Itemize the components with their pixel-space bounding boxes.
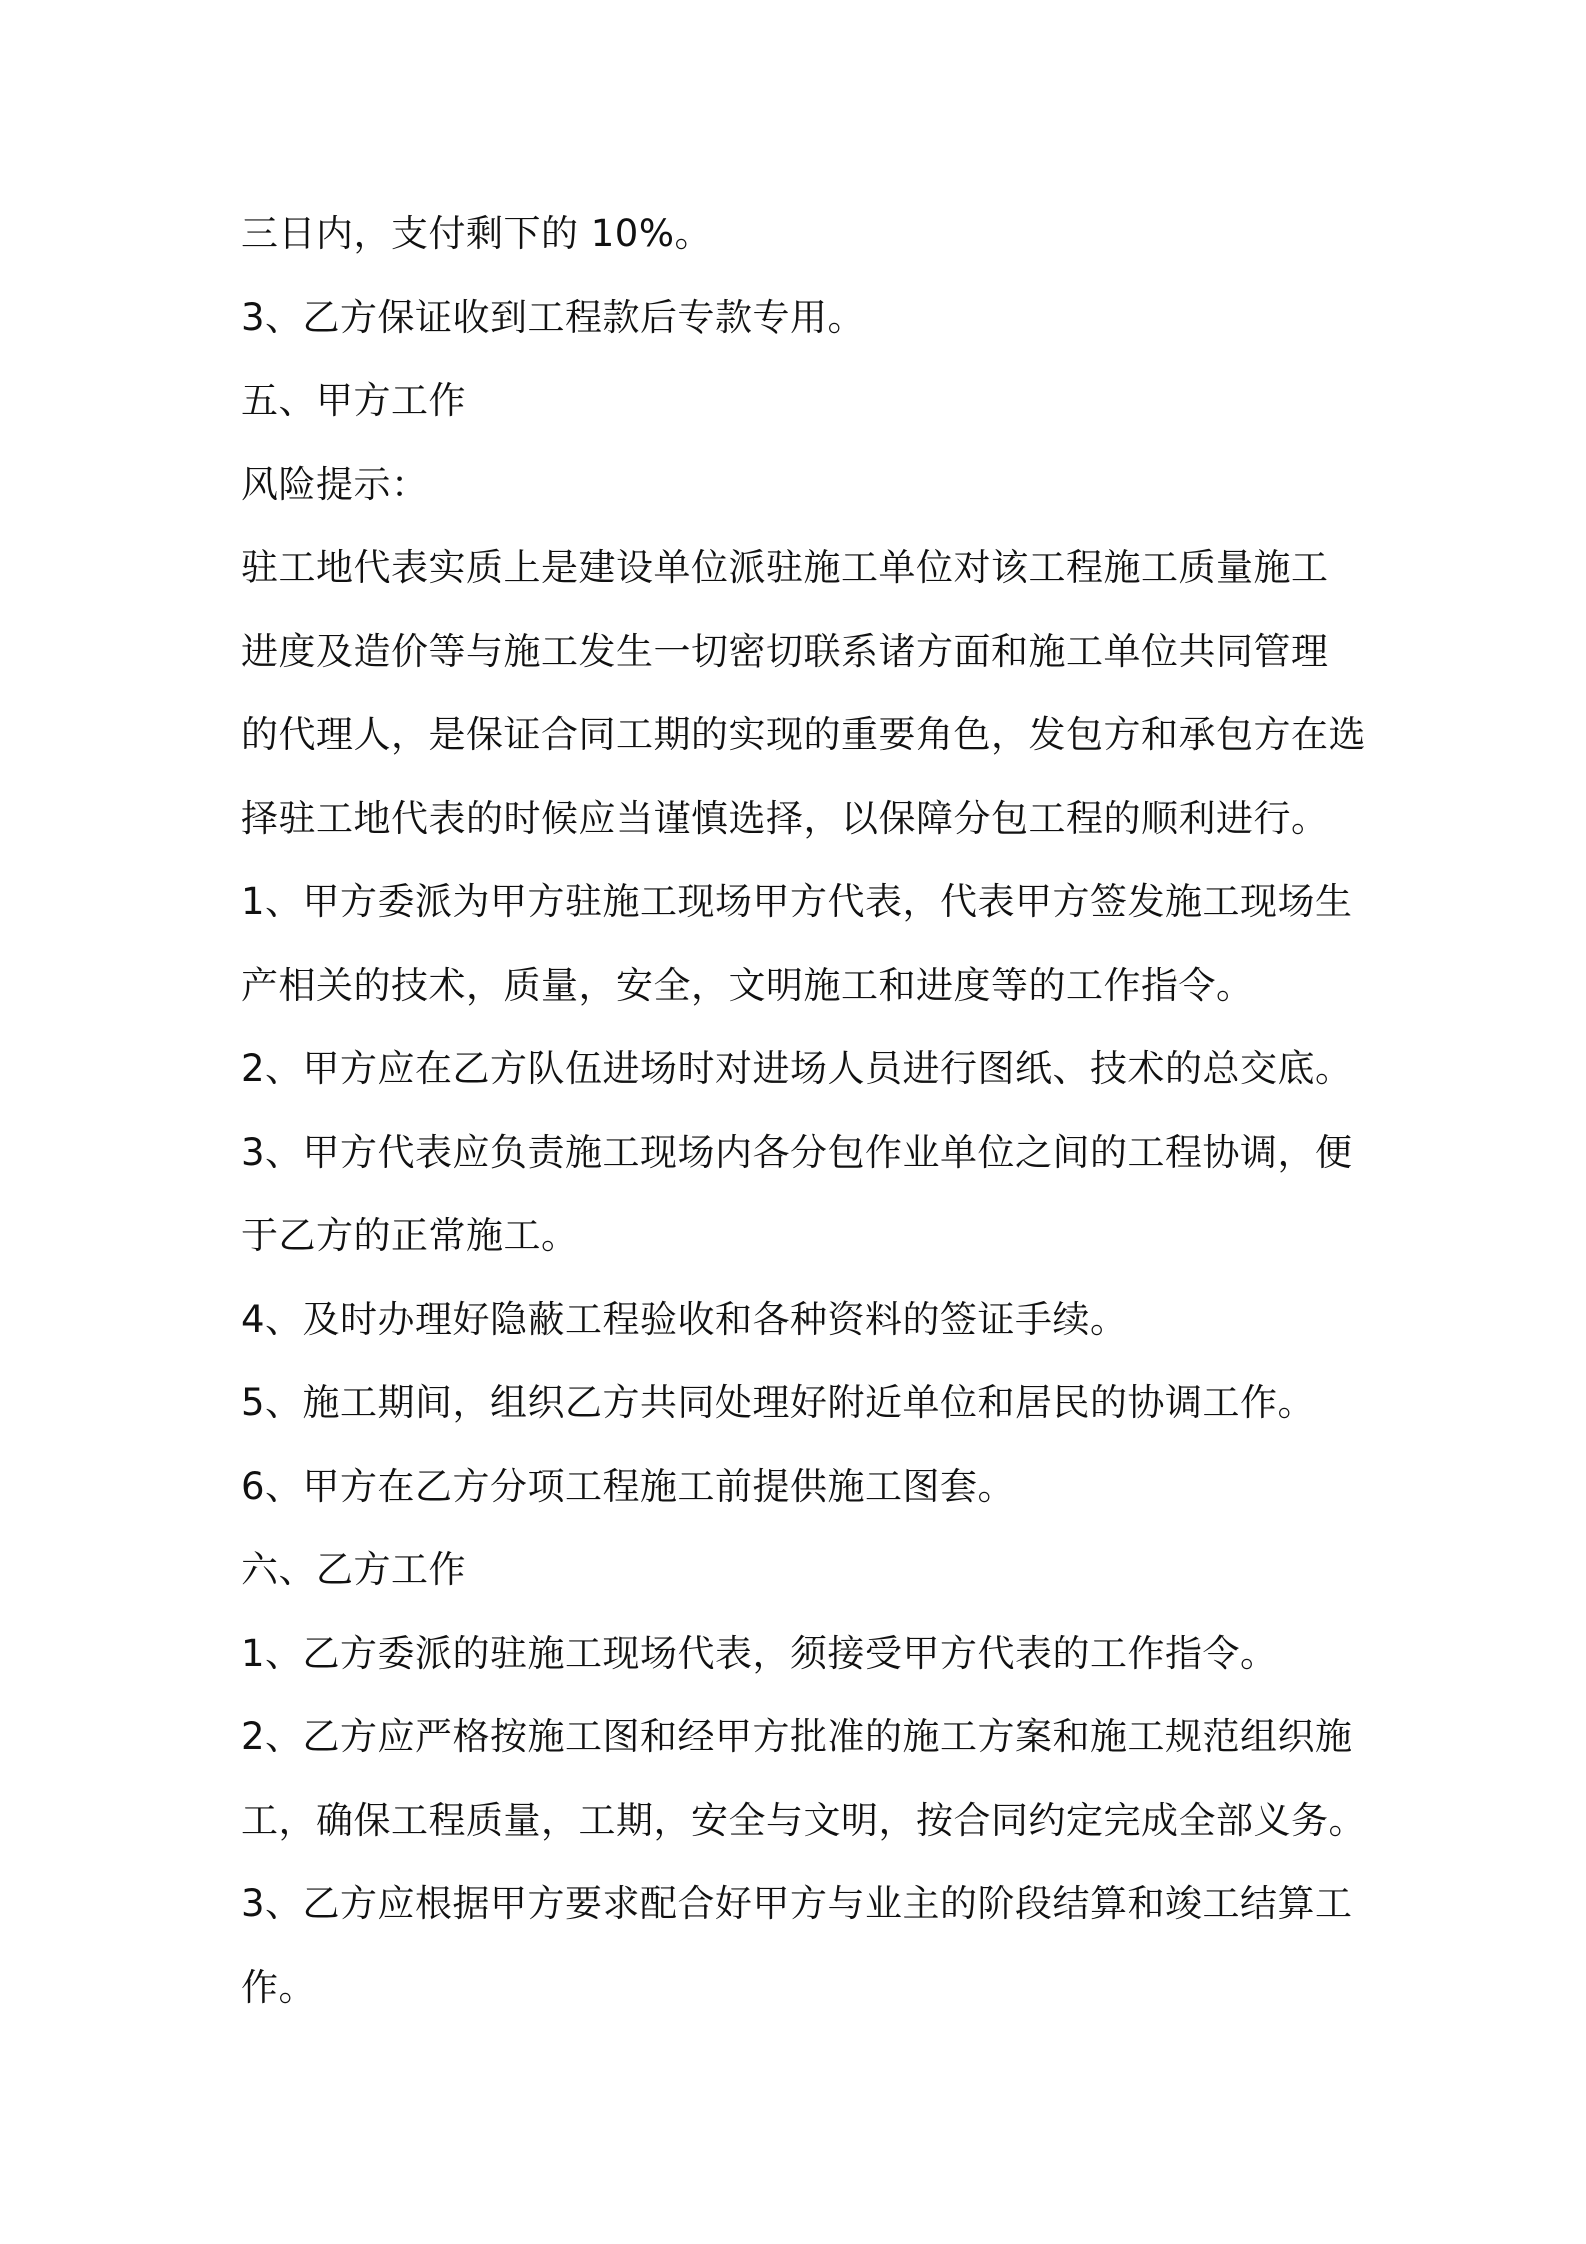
text-line: 产相关的技术，质量，安全，文明施工和进度等的工作指令。 xyxy=(241,963,1254,1007)
text-line: 3、乙方应根据甲方要求配合好甲方与业主的阶段结算和竣工结算工 xyxy=(241,1882,1353,1925)
text-line: 2、乙方应严格按施工图和经甲方批准的施工方案和施工规范组织施 xyxy=(241,1715,1353,1758)
text-line: 的代理人，是保证合同工期的实现的重要角色，发包方和承包方在选 xyxy=(241,713,1366,756)
section-heading: 六、乙方工作 xyxy=(241,1548,466,1591)
section-heading: 五、甲方工作 xyxy=(241,379,466,422)
text-line: 3、乙方保证收到工程款后专款专用。 xyxy=(241,295,866,339)
risk-notice-label: 风险提示： xyxy=(241,462,429,506)
text-line: 进度及造价等与施工发生一切密切联系诸方面和施工单位共同管理 xyxy=(241,629,1329,673)
text-line: 3、甲方代表应负责施工现场内各分包作业单位之间的工程协调，便 xyxy=(241,1130,1353,1174)
text-line: 三日内，支付剩下的 10%。 xyxy=(241,212,712,255)
text-line: 于乙方的正常施工。 xyxy=(241,1214,579,1257)
text-line: 作。 xyxy=(241,1965,316,2009)
document-body xyxy=(241,192,1366,2029)
text-line: 4、及时办理好隐蔽工程验收和各种资料的签证手续。 xyxy=(241,1297,1128,1341)
text-line: 2、甲方应在乙方队伍进场时对进场人员进行图纸、技术的总交底。 xyxy=(241,1047,1353,1090)
text-line: 5、施工期间，组织乙方共同处理好附近单位和居民的协调工作。 xyxy=(241,1381,1316,1424)
text-line: 1、甲方委派为甲方驻施工现场甲方代表，代表甲方签发施工现场生 xyxy=(241,880,1353,923)
text-line: 驻工地代表实质上是建设单位派驻施工单位对该工程施工质量施工 xyxy=(241,546,1329,589)
text-line: 工，确保工程质量，工期，安全与文明，按合同约定完成全部义务。 xyxy=(241,1798,1366,1842)
text-line: 择驻工地代表的时候应当谨慎选择，以保障分包工程的顺利进行。 xyxy=(241,796,1329,840)
text-line: 1、乙方委派的驻施工现场代表，须接受甲方代表的工作指令。 xyxy=(241,1631,1278,1675)
text-line: 6、甲方在乙方分项工程施工前提供施工图套。 xyxy=(241,1464,1016,1508)
